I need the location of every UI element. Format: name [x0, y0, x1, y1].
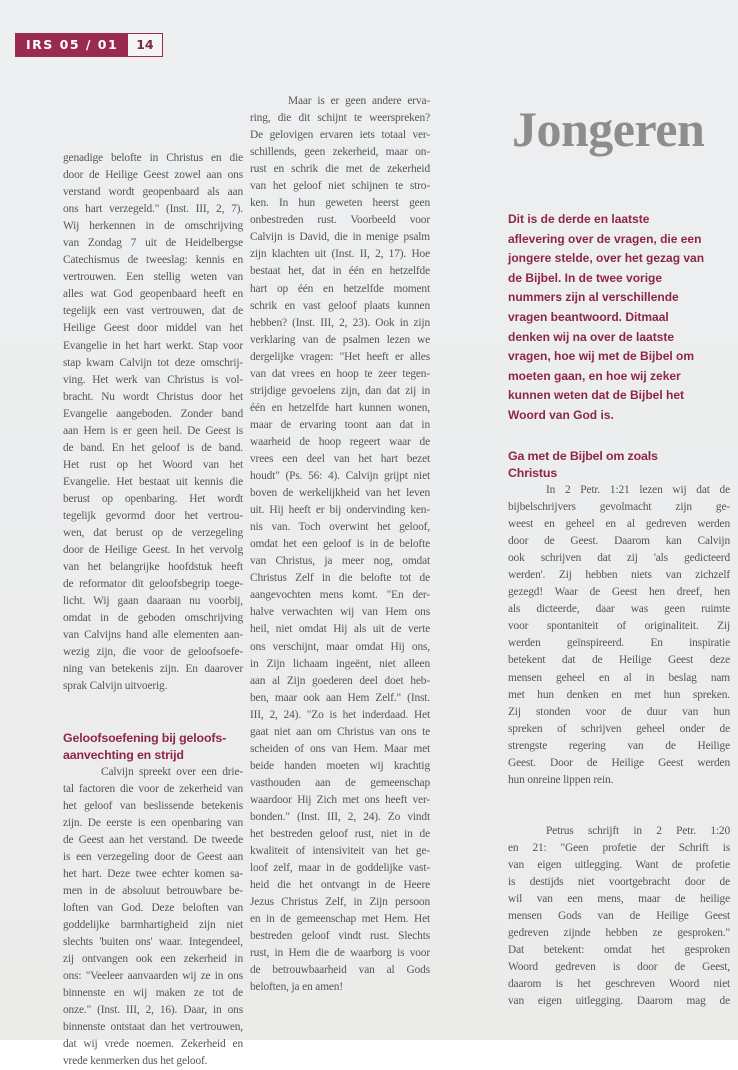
text-line: van het belangrijke hoofdstuk heeft: [63, 559, 243, 576]
text-line: Catechismus de tweeslag: kennis en: [63, 252, 243, 269]
text-line: nummers zijn al verschillende: [508, 288, 734, 308]
text-line: moeten gaan, en hoe wij zeker: [508, 367, 734, 387]
text-line: het hart. Deze twee echter komen sa-: [63, 866, 243, 883]
text-line: met hun denken en met hun spreken.: [508, 687, 730, 704]
page-number: 14: [128, 34, 161, 56]
text-line: waarheid de hoop regeert waar de: [250, 434, 430, 451]
text-line: strijdige gevoelens zijn, dan dat zij in: [250, 383, 430, 400]
text-line: loof zelf, maar in de goddelijke vast-: [250, 860, 430, 877]
text-line: jongere stelde, over het gezag van: [508, 249, 734, 269]
text-line: als dicteerde, daar was geen ruimte: [508, 601, 730, 618]
text-line: ken. In hun geweten heerst geen: [250, 195, 430, 212]
section-heading: [508, 448, 730, 482]
text-line: rust en schrik die met de zekerheid: [250, 161, 430, 178]
text-line: strengste regering van de Heilige: [508, 738, 730, 755]
text-line: Woord van God is.: [508, 406, 734, 426]
text-line: door de Heilige Geest. In het vervolg: [63, 542, 243, 559]
issue-badge: [15, 33, 163, 57]
paragraph: [508, 210, 734, 426]
paragraph: [508, 823, 730, 1011]
text-line: verklaring van de psalmen lezen we: [250, 332, 430, 349]
text-line: vrede kenmerken dus het geloof.: [63, 1053, 243, 1070]
text-line: dat wij vrede noemen. Zekerheid en: [63, 1036, 243, 1053]
text-line: bijbelschrijvers gevolmacht zijn ge-: [508, 499, 730, 516]
text-line: houdt" (Ps. 56: 4). Calvijn grijpt niet: [250, 468, 430, 485]
text-line: Het rust op het Woord van het: [63, 457, 243, 474]
text-line: sprak Calvijn uitvoerig.: [63, 678, 243, 695]
text-line: van het geloof niet schijnen te stro-: [250, 178, 430, 195]
text-line: aflevering over de vragen, die een: [508, 230, 734, 250]
text-line: mensen Gods van de Heilige Geest: [508, 908, 730, 925]
text-line: Jezus Christus Zelf, in Zijn persoon: [250, 894, 430, 911]
text-line: slechts 'buiten ons' waar. Integendeel,: [63, 934, 243, 951]
text-line: vertrouwen. Een stellig weten van: [63, 269, 243, 286]
text-line: denken wij na over de laatste: [508, 328, 734, 348]
text-line: Dit is de derde en laatste: [508, 210, 734, 230]
article-lead: [508, 210, 734, 426]
text-line: de band. En het geloof is de band.: [63, 440, 243, 457]
text-line: binnenste en wij maken ze tot de: [63, 985, 243, 1002]
text-line: het bestreden geloof rust, niet in de: [250, 826, 430, 843]
text-line: dergelijke vragen: "Het heeft er alles: [250, 349, 430, 366]
text-line: loften van God. Deze beloften van: [63, 900, 243, 917]
text-line: door de Geest. Daarom kan Calvijn: [508, 533, 730, 550]
text-line: stap kwam Calvijn tot deze omschrij-: [63, 355, 243, 372]
text-line: hart op één en hetzelfde moment: [250, 281, 430, 298]
text-line: voor spontaniteit of originaliteit. Zij: [508, 618, 730, 635]
issue-label: IRS 05 / 01: [16, 34, 128, 56]
text-line: Wij herkennen in de omschrijving: [63, 218, 243, 235]
text-line: licht. Wij gaan daaraan nu voorbij,: [63, 593, 243, 610]
text-line: Calvijn spreekt over een drie-: [63, 764, 243, 781]
text-line: tegelijk een vast vertrouwen, dat de: [63, 303, 243, 320]
section-heading: [63, 730, 243, 764]
text-line: ons hart verzegeld." (Inst. III, 2, 7).: [63, 201, 243, 218]
text-line: ving. Het werk van Christus is vol-: [63, 372, 243, 389]
paragraph-gap: [63, 713, 243, 730]
text-line: nis van. Toch overwint het geloof,: [250, 519, 430, 536]
text-line: het geloof van beslissende betekenis: [63, 798, 243, 815]
text-line: tal factoren die voor de zekerheid van: [63, 781, 243, 798]
text-line: vrees een deel van het hart bezet: [250, 451, 430, 468]
text-line: de betrouwbaarheid van al Gods: [250, 962, 430, 979]
paragraph-gap: [508, 789, 730, 806]
text-line: De gelovigen ervaren iets totaal ver-: [250, 127, 430, 144]
text-line: is destijds niet voortgebracht door de: [508, 874, 730, 891]
text-line: Evangelie in het hart werkt. Stap voor: [63, 338, 243, 355]
text-line: en 21: "Geen profetie der Schrift is: [508, 840, 730, 857]
text-line: de reformator dit geloofsbegrip toege-: [63, 576, 243, 593]
text-line: ning van betekenis zijn. En daarover: [63, 661, 243, 678]
text-line: bonden." (Inst. III, 2, 24). Zo vindt: [250, 809, 430, 826]
text-line: en in de gemeenschap met Hem. Het: [250, 911, 430, 928]
text-line: maar de ervaring toont aan dat in: [250, 417, 430, 434]
text-line: in Zijn lichaam ingeënt, niet alleen: [250, 656, 430, 673]
text-line: zij ontvangen ook een zekerheid in: [63, 951, 243, 968]
column-3: [508, 448, 730, 1010]
text-line: omdat in de geboden omschrijving: [63, 610, 243, 627]
text-line: schrik en vast geloof plaats kunnen: [250, 298, 430, 315]
heading-line: Ga met de Bijbel om zoals: [508, 448, 730, 465]
text-line: spreken of schrijven geheel onder de: [508, 721, 730, 738]
text-line: betekent dat de Heilige Geest deze: [508, 652, 730, 669]
text-line: Woord gedreven is door de Geest,: [508, 959, 730, 976]
text-line: vragen, hoe wij met de Bijbel om: [508, 347, 734, 367]
text-line: gezegd! Waar de Geest hen dreef, hen: [508, 584, 730, 601]
text-line: halve verwachten wij van Hem ons: [250, 604, 430, 621]
text-line: Christus Zelf in die belofte tot de: [250, 570, 430, 587]
text-line: ons verschijnt, maar omdat Hij ons,: [250, 639, 430, 656]
text-line: ons: "Veeleer aanvaarden wij ze in ons: [63, 968, 243, 985]
text-line: Heilige Geest door middel van het: [63, 320, 243, 337]
text-line: waardoor Hij Zich met ons heeft ver-: [250, 792, 430, 809]
text-line: vasthouden aan de gemeenschap: [250, 775, 430, 792]
heading-line: Geloofsoefening bij geloofs-: [63, 730, 243, 747]
text-line: onbestreden rust. Voorbeeld voor: [250, 212, 430, 229]
text-line: onze." (Inst. III, 2, 16). Daar, in ons: [63, 1002, 243, 1019]
paragraph: [63, 150, 243, 696]
text-line: zijn klachten uit (Inst. II, 2, 17). Hoe: [250, 246, 430, 263]
text-line: berust op openbaring. Het wordt: [63, 491, 243, 508]
text-line: beide handen moeten wij krachtig: [250, 758, 430, 775]
text-line: door de Heilige Geest zowel aan ons: [63, 167, 243, 184]
text-line: beloften, ja en amen!: [250, 979, 430, 996]
heading-line: Christus: [508, 465, 730, 482]
text-line: rust, in Hem die de waarborg is voor: [250, 945, 430, 962]
text-line: vragen beantwoord. Ditmaal: [508, 308, 734, 328]
text-line: heid die het ontvangt in de Heere: [250, 877, 430, 894]
text-line: werden geïnspireerd. En inspiratie: [508, 635, 730, 652]
text-line: men in de absoluut betrouwbare be-: [63, 883, 243, 900]
text-line: is een verzegeling door de Geest aan: [63, 849, 243, 866]
text-line: Geest. Door de Heilige Geest werden: [508, 755, 730, 772]
text-line: weest en geheel en al gedreven werden: [508, 516, 730, 533]
text-line: bestaat het, dat in één en hetzelfde: [250, 263, 430, 280]
text-line: hun onreine lippen rein.: [508, 772, 730, 789]
text-line: de Bijbel. In de twee vorige: [508, 269, 734, 289]
text-line: gedreven zijnde hebben ze gesproken.": [508, 925, 730, 942]
text-line: goddelijke barmhartigheid zijn niet: [63, 917, 243, 934]
text-line: zijn. De eerste is een openbaring van: [63, 815, 243, 832]
text-line: Dat betekent: omdat het gesproken: [508, 942, 730, 959]
text-line: ben, maar ook aan Hem Zelf." (Inst.: [250, 690, 430, 707]
text-line: Petrus schrijft in 2 Petr. 1:20: [508, 823, 730, 840]
text-line: verstand wordt geopenbaard als aan: [63, 184, 243, 201]
text-line: Evangelie. Het bestaat uit kennis die: [63, 474, 243, 491]
text-line: gaat niet aan om Christus van ons te: [250, 724, 430, 741]
text-line: schillends, geen zekerheid, maar on-: [250, 144, 430, 161]
paragraph-gap: [508, 806, 730, 823]
text-line: hebben? (Inst. III, 2, 23). Ook in zijn: [250, 315, 430, 332]
text-line: kunnen weten dat de Bijbel het: [508, 386, 734, 406]
text-line: daarom is het geschreven Woord niet: [508, 976, 730, 993]
paragraph: [63, 764, 243, 1070]
text-line: werden'. Zij hebben niets van zichzelf: [508, 567, 730, 584]
paragraph: [508, 482, 730, 789]
text-line: Calvijn is David, die in menige psalm: [250, 229, 430, 246]
text-line: III, 2, 24). "Zo is het inderdaad. Het: [250, 707, 430, 724]
text-line: van eigen uitlegging. Daarom mag de: [508, 993, 730, 1010]
text-line: omdat het een geloof is in de belofte: [250, 536, 430, 553]
text-line: aan Hem is er geen heil. De Geest is: [63, 423, 243, 440]
text-line: wezig zijn, die voor de geloofsoefe-: [63, 644, 243, 661]
text-line: van Zondag 7 uit de Heidelbergse: [63, 235, 243, 252]
column-2: [250, 93, 430, 996]
paragraph: [250, 93, 430, 996]
text-line: genadige belofte in Christus en die: [63, 150, 243, 167]
text-line: bracht. Nu wordt Christus door het: [63, 389, 243, 406]
text-line: bestreden geloof vindt rust. Slechts: [250, 928, 430, 945]
text-line: heil, niet omdat Hij als uit de verte: [250, 621, 430, 638]
text-line: wen, dat berust op de verzegeling: [63, 525, 243, 542]
text-line: Maar is er geen andere erva-: [250, 93, 430, 110]
text-line: wil van een mens, maar de heilige: [508, 891, 730, 908]
text-line: ring, die dit schijnt te weerspreken?: [250, 110, 430, 127]
text-line: mensen geheel en al in beslag nam: [508, 670, 730, 687]
text-line: boven de werkelijkheid van het leven: [250, 485, 430, 502]
text-line: kwaliteit of intensiviteit van het ge-: [250, 843, 430, 860]
text-line: binnenste ontstaat dan het vertrouwen,: [63, 1019, 243, 1036]
text-line: uit. Hij heeft er bij ondervinding ken-: [250, 502, 430, 519]
text-line: tegelijk gevormd door het vertrou-: [63, 508, 243, 525]
article-title: Jongeren: [512, 100, 732, 158]
column-1: [63, 150, 243, 1070]
text-line: van dat vrees en hoop te zeer tegen-: [250, 366, 430, 383]
text-line: ook schrijven dat zij 'als gedicteerd: [508, 550, 730, 567]
paragraph-gap: [63, 696, 243, 713]
text-line: scheiden of ons van Hem. Maar met: [250, 741, 430, 758]
text-line: van Christus, ja meer nog, omdat: [250, 553, 430, 570]
text-line: de Geest aan het verstand. De tweede: [63, 832, 243, 849]
heading-line: aanvechting en strijd: [63, 747, 243, 764]
text-line: van Calvijns hand alle elementen aan-: [63, 627, 243, 644]
text-line: aangevochten mens komt. "En der-: [250, 587, 430, 604]
text-line: alles wat God geopenbaard heeft en: [63, 286, 243, 303]
text-line: één en hetzelfde hart kunnen wonen,: [250, 400, 430, 417]
text-line: Zij stonden voor de duur van hun: [508, 704, 730, 721]
text-line: aan al Zijn goederen deel doet heb-: [250, 673, 430, 690]
text-line: Evangelie aangeboden. Zonder band: [63, 406, 243, 423]
text-line: In 2 Petr. 1:21 lezen wij dat de: [508, 482, 730, 499]
text-line: van eigen uitlegging. Want de profetie: [508, 857, 730, 874]
